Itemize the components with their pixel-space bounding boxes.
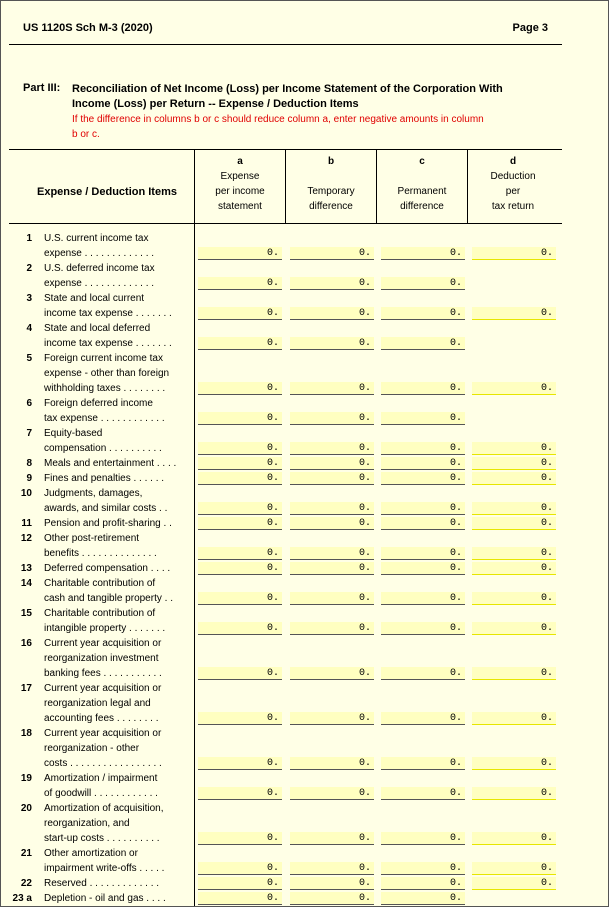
line-number: 10 <box>20 488 32 499</box>
amount-field-col-d[interactable]: 0. <box>472 472 556 485</box>
table-row <box>1 876 608 891</box>
amount-field-col-c[interactable]: 0. <box>381 787 465 800</box>
amount-field-col-b[interactable]: 0. <box>290 247 374 260</box>
amount-field-col-b[interactable]: 0. <box>290 412 374 425</box>
line-label: Other post-retirement <box>44 533 140 544</box>
line-label: Reserved . . . . . . . . . . . . . <box>44 878 160 889</box>
amount-field-col-b[interactable]: 0. <box>290 457 374 470</box>
line-number: 20 <box>20 803 32 814</box>
table-row <box>1 261 608 291</box>
amount-field-col-b[interactable]: 0. <box>290 862 374 875</box>
amount-field-col-a[interactable]: 0. <box>198 412 282 425</box>
line-label: withholding taxes . . . . . . . . <box>44 383 166 394</box>
amount-field-col-c[interactable]: 0. <box>381 892 465 905</box>
line-number: 1 <box>26 233 32 244</box>
line-number: 7 <box>26 428 32 439</box>
amount-field-col-a[interactable]: 0. <box>198 442 282 455</box>
line-label: Meals and entertainment . . . . <box>44 458 177 469</box>
line-label: expense . . . . . . . . . . . . . <box>44 278 155 289</box>
column-header-line: difference <box>400 201 444 212</box>
amount-field-col-b[interactable]: 0. <box>290 307 374 320</box>
line-number: 16 <box>20 638 32 649</box>
line-label: income tax expense . . . . . . . <box>44 308 172 319</box>
column-letter: b <box>327 156 335 167</box>
amount-field-col-c[interactable]: 0. <box>381 457 465 470</box>
amount-field-col-c[interactable]: 0. <box>381 472 465 485</box>
table-row <box>1 891 608 906</box>
line-label: cash and tangible property . . <box>44 593 173 604</box>
amount-field-col-c[interactable]: 0. <box>381 592 465 605</box>
table-row <box>1 681 608 726</box>
line-label: expense . . . . . . . . . . . . . <box>44 248 155 259</box>
line-number: 18 <box>20 728 32 739</box>
amount-field-col-a[interactable]: 0. <box>198 892 282 905</box>
table-row <box>1 456 608 471</box>
line-label: Pension and profit-sharing . . <box>44 518 172 529</box>
line-label: reorganization legal and <box>44 698 151 709</box>
amount-field-col-d[interactable]: 0. <box>472 247 556 260</box>
amount-field-col-b[interactable]: 0. <box>290 712 374 725</box>
line-number: 15 <box>20 608 32 619</box>
column-header-line <box>377 169 467 184</box>
line-label: benefits . . . . . . . . . . . . . . <box>44 548 157 559</box>
amount-field-col-c[interactable]: 0. <box>381 442 465 455</box>
column-header-line <box>286 169 376 184</box>
line-number: 17 <box>20 683 32 694</box>
line-label: Current year acquisition or <box>44 728 162 739</box>
column-header-line: Expense <box>220 171 260 182</box>
line-number: 11 <box>21 518 32 529</box>
table-row <box>1 351 608 396</box>
table-row <box>1 471 608 486</box>
amount-field-col-a[interactable]: 0. <box>198 382 282 395</box>
line-label: U.S. deferred income tax <box>44 263 155 274</box>
amount-field-col-b[interactable]: 0. <box>290 547 374 560</box>
table-row <box>1 636 608 681</box>
column-a-header <box>195 154 285 214</box>
part-label: Part III: <box>23 82 61 94</box>
amount-field-col-b[interactable]: 0. <box>290 277 374 290</box>
amount-field-col-b[interactable]: 0. <box>290 562 374 575</box>
line-number: 21 <box>20 848 32 859</box>
amount-field-col-a[interactable]: 0. <box>198 307 282 320</box>
page-number: Page 3 <box>512 22 548 34</box>
column-b-header <box>286 154 376 214</box>
column-letter: a <box>237 156 243 167</box>
line-label: expense - other than foreign <box>44 368 170 379</box>
line-number: 8 <box>26 458 32 469</box>
items-column-header: Expense / Deduction Items <box>37 186 177 198</box>
amount-field-col-a[interactable]: 0. <box>198 862 282 875</box>
table-row <box>1 606 608 636</box>
column-header-line: tax return <box>491 201 535 212</box>
line-number: 13 <box>20 563 32 574</box>
amount-field-col-c[interactable]: 0. <box>381 277 465 290</box>
line-label: tax expense . . . . . . . . . . . . <box>44 413 165 424</box>
amount-field-col-a[interactable]: 0. <box>198 877 282 890</box>
table-row <box>1 801 608 846</box>
line-label: Other amortization or <box>44 848 138 859</box>
amount-field-col-b[interactable]: 0. <box>290 472 374 485</box>
column-header-line: Permanent <box>397 186 447 197</box>
table-row <box>1 726 608 771</box>
line-label: Judgments, damages, <box>44 488 143 499</box>
column-header-line: difference <box>309 201 353 212</box>
amount-field-col-c[interactable]: 0. <box>381 517 465 530</box>
line-number: 3 <box>26 293 32 304</box>
line-label: costs . . . . . . . . . . . . . . . . . <box>44 758 162 769</box>
table-row <box>1 516 608 531</box>
column-letter: c <box>419 156 425 167</box>
amount-field-col-c[interactable]: 0. <box>381 247 465 260</box>
form-title: US 1120S Sch M-3 (2020) <box>23 22 153 34</box>
amount-field-col-b[interactable]: 0. <box>290 667 374 680</box>
amount-field-col-d[interactable]: 0. <box>472 862 556 875</box>
amount-field-col-c[interactable]: 0. <box>381 667 465 680</box>
amount-field-col-c[interactable]: 0. <box>381 877 465 890</box>
table-row <box>1 561 608 576</box>
column-letter: d <box>509 156 517 167</box>
amount-field-col-a[interactable]: 0. <box>198 757 282 770</box>
amount-field-col-d[interactable]: 0. <box>472 442 556 455</box>
line-label: Current year acquisition or <box>44 683 162 694</box>
table-row <box>1 426 608 456</box>
amount-field-col-c[interactable]: 0. <box>381 382 465 395</box>
amount-field-col-d[interactable]: 0. <box>472 502 556 515</box>
amount-field-col-d[interactable]: 0. <box>472 757 556 770</box>
amount-field-col-a[interactable]: 0. <box>198 277 282 290</box>
column-header-line: per <box>505 186 521 197</box>
amount-field-col-b[interactable]: 0. <box>290 832 374 845</box>
amount-field-col-d[interactable]: 0. <box>472 382 556 395</box>
line-number: 6 <box>26 398 32 409</box>
line-label: State and local deferred <box>44 323 151 334</box>
amount-field-col-d[interactable]: 0. <box>472 547 556 560</box>
part-instruction-note: If the difference in columns b or c should reduce column a, enter negative amounts in column b or c. <box>72 114 484 140</box>
line-number: 22 <box>20 878 32 889</box>
part-title: Reconciliation of Net Income (Loss) per Income Statement of the Corporation With Income (Loss) per Return -- Expense / Deduction Items <box>72 83 503 110</box>
line-label: income tax expense . . . . . . . <box>44 338 172 349</box>
amount-field-col-c[interactable]: 0. <box>381 307 465 320</box>
table-row <box>1 771 608 801</box>
line-number: 12 <box>20 533 32 544</box>
amount-field-col-d[interactable]: 0. <box>472 787 556 800</box>
amount-field-col-a[interactable]: 0. <box>198 832 282 845</box>
column-c-header <box>377 154 467 214</box>
amount-field-col-d[interactable]: 0. <box>472 307 556 320</box>
amount-field-col-a[interactable]: 0. <box>198 667 282 680</box>
line-label: Charitable contribution of <box>44 578 156 589</box>
amount-field-col-a[interactable]: 0. <box>198 472 282 485</box>
amount-field-col-a[interactable]: 0. <box>198 337 282 350</box>
amount-field-col-c[interactable]: 0. <box>381 562 465 575</box>
amount-field-col-d[interactable]: 0. <box>472 562 556 575</box>
line-label: reorganization, and <box>44 818 130 829</box>
column-header-line: statement <box>218 201 262 212</box>
amount-field-col-a[interactable]: 0. <box>198 247 282 260</box>
amount-field-col-d[interactable]: 0. <box>472 667 556 680</box>
amount-field-col-a[interactable]: 0. <box>198 712 282 725</box>
amount-field-col-b[interactable]: 0. <box>290 892 374 905</box>
amount-field-col-c[interactable]: 0. <box>381 337 465 350</box>
amount-field-col-c[interactable]: 0. <box>381 757 465 770</box>
amount-field-col-c[interactable]: 0. <box>381 622 465 635</box>
amount-field-col-b[interactable]: 0. <box>290 757 374 770</box>
line-label: Current year acquisition or <box>44 638 162 649</box>
amount-field-col-c[interactable]: 0. <box>381 712 465 725</box>
page-header <box>9 1 562 45</box>
line-label: reorganization investment <box>44 653 159 664</box>
amount-field-col-b[interactable]: 0. <box>290 502 374 515</box>
amount-field-col-d[interactable]: 0. <box>472 877 556 890</box>
line-label: awards, and similar costs . . <box>44 503 168 514</box>
amount-field-col-b[interactable]: 0. <box>290 877 374 890</box>
amount-field-col-c[interactable]: 0. <box>381 412 465 425</box>
amount-field-col-d[interactable]: 0. <box>472 622 556 635</box>
line-label: compensation . . . . . . . . . . <box>44 443 162 454</box>
amount-field-col-b[interactable]: 0. <box>290 517 374 530</box>
table-row <box>1 576 608 606</box>
line-label: State and local current <box>44 293 145 304</box>
column-header-line: Deduction <box>490 171 536 182</box>
line-label: Foreign deferred income <box>44 398 153 409</box>
amount-field-col-d[interactable]: 0. <box>472 592 556 605</box>
line-label: banking fees . . . . . . . . . . . <box>44 668 162 679</box>
table-row <box>1 531 608 561</box>
amount-field-col-d[interactable]: 0. <box>472 457 556 470</box>
line-label: of goodwill . . . . . . . . . . . . <box>44 788 158 799</box>
line-number: 19 <box>20 773 32 784</box>
amount-field-col-d[interactable]: 0. <box>472 712 556 725</box>
line-label: impairment write-offs . . . . . <box>44 863 165 874</box>
amount-field-col-a[interactable]: 0. <box>198 457 282 470</box>
amount-field-col-c[interactable]: 0. <box>381 547 465 560</box>
line-label: Deferred compensation . . . . <box>44 563 171 574</box>
column-header-line: per income <box>215 186 265 197</box>
column-header-line: Temporary <box>307 186 355 197</box>
amount-field-col-a[interactable]: 0. <box>198 517 282 530</box>
column-d-header <box>468 154 558 214</box>
amount-field-col-a[interactable]: 0. <box>198 787 282 800</box>
line-number: 23 a <box>12 893 32 904</box>
amount-field-col-b[interactable]: 0. <box>290 622 374 635</box>
line-label: Fines and penalties . . . . . . <box>44 473 165 484</box>
table-row <box>1 321 608 351</box>
amount-field-col-d[interactable]: 0. <box>472 832 556 845</box>
line-label: accounting fees . . . . . . . . <box>44 713 159 724</box>
line-label: Amortization / impairment <box>44 773 158 784</box>
amount-field-col-d[interactable]: 0. <box>472 517 556 530</box>
table-row <box>1 231 608 261</box>
amount-field-col-c[interactable]: 0. <box>381 502 465 515</box>
table-row <box>1 486 608 516</box>
amount-field-col-a[interactable]: 0. <box>198 592 282 605</box>
amount-field-col-c[interactable]: 0. <box>381 832 465 845</box>
amount-field-col-b[interactable]: 0. <box>290 337 374 350</box>
amount-field-col-a[interactable]: 0. <box>198 562 282 575</box>
amount-field-col-b[interactable]: 0. <box>290 787 374 800</box>
line-label: Equity-based <box>44 428 103 439</box>
line-number: 2 <box>26 263 32 274</box>
line-label: intangible property . . . . . . . <box>44 623 166 634</box>
amount-field-col-b[interactable]: 0. <box>290 592 374 605</box>
table-row <box>1 291 608 321</box>
line-number: 14 <box>20 578 32 589</box>
line-label: Depletion - oil and gas . . . . <box>44 893 166 904</box>
line-number: 4 <box>26 323 32 334</box>
table-row <box>1 846 608 876</box>
line-label: Charitable contribution of <box>44 608 156 619</box>
line-label: Amortization of acquisition, <box>44 803 164 814</box>
line-label: reorganization - other <box>44 743 140 754</box>
line-number: 5 <box>26 353 32 364</box>
amount-field-col-a[interactable]: 0. <box>198 547 282 560</box>
amount-field-col-a[interactable]: 0. <box>198 622 282 635</box>
amount-field-col-b[interactable]: 0. <box>290 382 374 395</box>
amount-field-col-c[interactable]: 0. <box>381 862 465 875</box>
line-label: Foreign current income tax <box>44 353 163 364</box>
line-number: 9 <box>26 473 32 484</box>
amount-field-col-a[interactable]: 0. <box>198 502 282 515</box>
line-label: start-up costs . . . . . . . . . . <box>44 833 160 844</box>
table-row <box>1 396 608 426</box>
line-label: U.S. current income tax <box>44 233 149 244</box>
amount-field-col-b[interactable]: 0. <box>290 442 374 455</box>
